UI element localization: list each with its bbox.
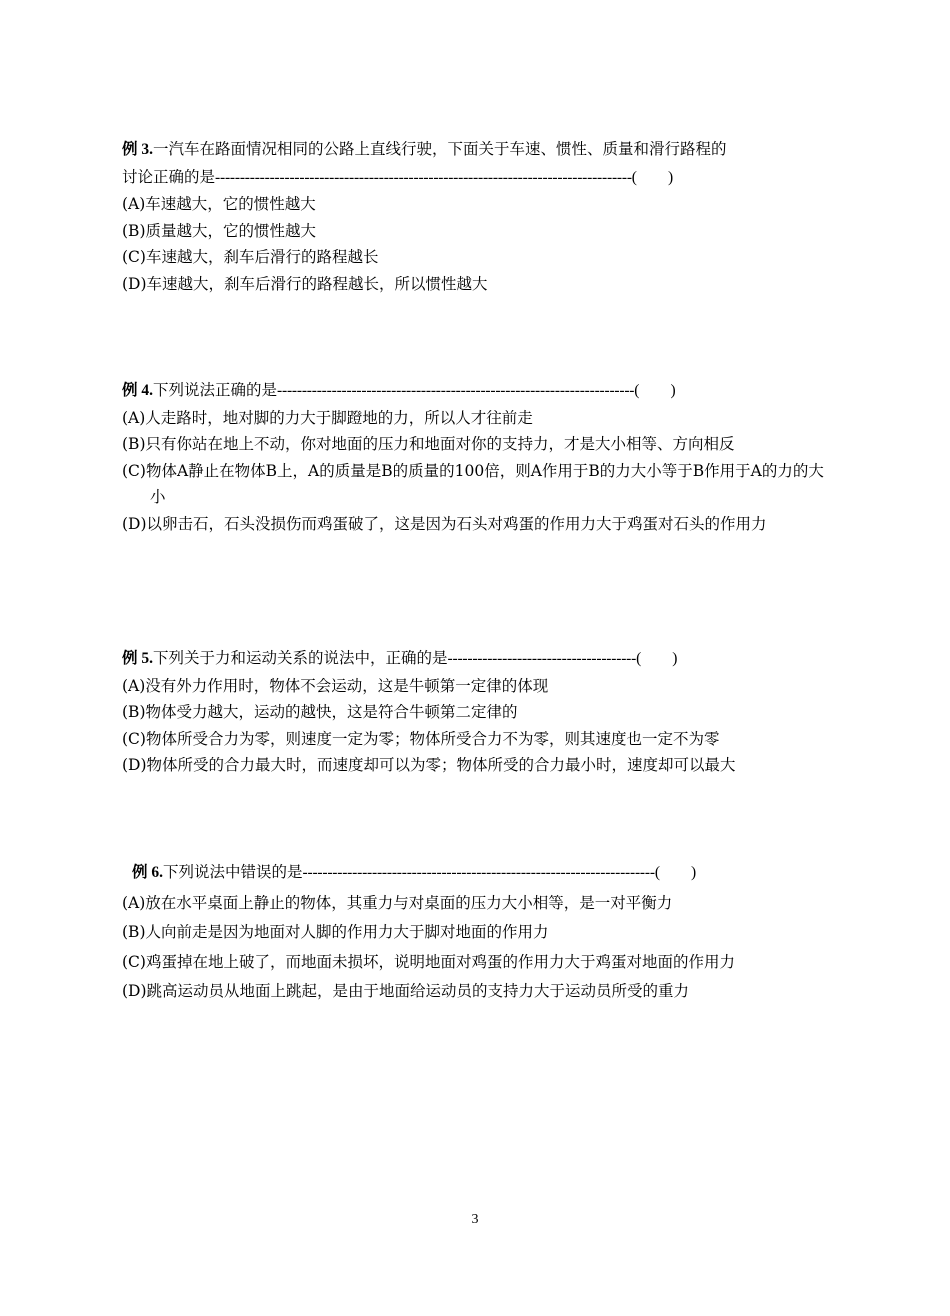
answer-parenthesis: ( )	[631, 168, 674, 186]
question-stem-text: 讨论正确的是	[122, 167, 216, 186]
option-b: (B)只有你站在地上不动，你对地面的压力和地面对你的支持力，才是大小相等、方向相反	[122, 435, 735, 453]
option-d: (D)物体所受的合力最大时，而速度却可以为零；物体所受的合力最小时，速度却可以最大	[122, 756, 736, 774]
option-a: (A)人走路时，地对脚的力大于脚蹬地的力，所以人才往前走	[122, 408, 533, 427]
answer-parenthesis: ( )	[636, 650, 678, 667]
question-label: 例 5.	[122, 650, 154, 667]
option-d: (D)跳高运动员从地面上跳起，是由于地面给运动员的支持力大于运动员所受的重力	[122, 982, 690, 1000]
question-example-5	[122, 645, 837, 779]
question-label: 例 6.	[132, 864, 164, 881]
option-c: (C)物体所受合力为零，则速度一定为零；物体所受合力不为零，则其速度也一定不为零	[122, 729, 720, 748]
question-example-6	[122, 859, 837, 1005]
option-a: (A)没有外力作用时，物体不会运动，这是牛顿第一定律的体现	[122, 676, 549, 695]
dash-leader: -----------------------------------------------------------------------	[302, 864, 655, 881]
dash-leader: ------------------------------------------------------------------------------------	[215, 168, 632, 186]
option-c: (C)鸡蛋掉在地上破了，而地面未损坏，说明地面对鸡蛋的作用力大于鸡蛋对地面的作用力	[122, 952, 735, 971]
option-b: (B)物体受力越大，运动的越快，这是符合牛顿第二定律的	[122, 703, 518, 721]
question-stem	[122, 645, 837, 673]
question-stem-text: 下列说法正确的是	[153, 381, 278, 399]
question-stem	[122, 859, 837, 887]
question-stem	[122, 377, 837, 405]
question-label: 例 3.	[122, 141, 154, 158]
page-number: 3	[471, 1212, 479, 1227]
question-stem-text: 一汽车在路面情况相同的公路上直线行驶，下面关于车速、惯性、质量和滑行路程的	[153, 140, 727, 158]
option-c: (C)物体A静止在物体B上，A的质量是B的质量的100倍，则A作用于B的力大小等于B作用于A的力的大小	[122, 461, 824, 506]
answer-parenthesis: ( )	[634, 382, 676, 399]
dash-leader: --------------------------------------	[447, 650, 637, 667]
question-stem-continued	[122, 164, 837, 192]
option-b: (B)人向前走是因为地面对人脚的作用力大于脚对地面的作用力	[122, 923, 549, 941]
question-example-4	[122, 377, 837, 537]
question-stem-text: 下列说法中错误的是	[163, 863, 303, 881]
dash-leader: ------------------------------------------------------------------------	[277, 382, 635, 399]
answer-parenthesis: ( )	[654, 864, 697, 881]
option-d: (D)车速越大，刹车后滑行的路程越长，所以惯性越大	[122, 274, 488, 293]
option-b: (B)质量越大，它的惯性越大	[122, 221, 316, 240]
option-a: (A)车速越大，它的惯性越大	[122, 195, 316, 213]
option-c: (C)车速越大，刹车后滑行的路程越长	[122, 248, 379, 266]
question-label: 例 4.	[122, 382, 154, 399]
question-stem	[122, 136, 837, 164]
question-stem-text: 下列关于力和运动关系的说法中，正确的是	[153, 649, 448, 667]
option-d: (D)以卵击石，石头没损伤而鸡蛋破了，这是因为石头对鸡蛋的作用力大于鸡蛋对石头的作用力	[122, 514, 767, 533]
option-a: (A)放在水平桌面上静止的物体，其重力与对桌面的压力大小相等，是一对平衡力	[122, 893, 673, 912]
question-example-3	[122, 136, 837, 297]
